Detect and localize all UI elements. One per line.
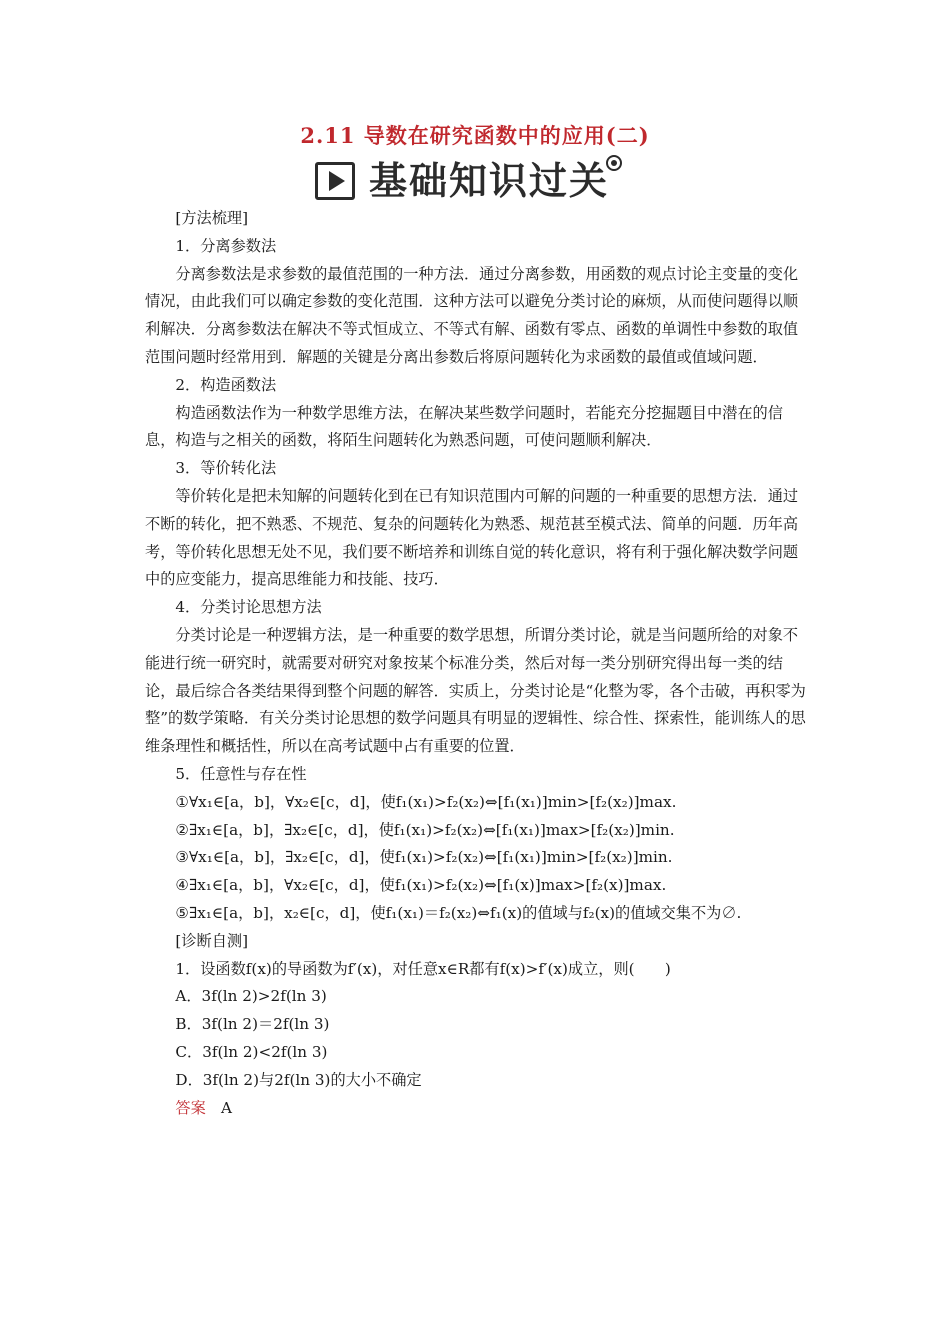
method-body-4: 分类讨论是一种逻辑方法，是一种重要的数学思想，所谓分类讨论，就是当问题所给的对象不能进行统一研究时，就需要对研究对象按某个标准分类，然后对每一类分别研究得出每一类的结论，最后综合各类结果得到整个问题的解答．实质上，分类讨论是“化整为零，各个击破，再积零为整”的数学策略．有关分类讨论思想的数学问题具有明显的逻辑性、综合性、探索性，能训练人的思维条理性和概括性，所以在高考试题中占有重要的位置． (145, 625, 806, 756)
method-heading-5: 5．任意性与存在性 (175, 764, 307, 783)
answer-line (145, 1095, 807, 1123)
method-body-3: 等价转化是把未知解的问题转化到在已有知识范围内可解的问题的一种重要的思想方法．通过不断的转化，把不熟悉、不规范、复杂的问题转化为熟悉、规范甚至模式法、简单的问题．历年高考，等价转化思想无处不见，我们要不断培养和训练自觉的转化意识，将有利于强化解决数学问题中的应变能力，提高思维能力和技能、技巧． (145, 486, 799, 589)
option-d: D．3f(ln 2)与2f(ln 3)的大小不确定 (175, 1070, 422, 1089)
target-icon (605, 154, 623, 172)
rule-5: ⑤∃x₁∈[a，b]，x₂∈[c，d]，使f₁(x₁)＝f₂(x₂)⇔f₁(x)的值域与f₂(x)的值域交集不为∅. (175, 903, 742, 922)
page-title: 2.11 导数在研究函数中的应用(二) (300, 123, 650, 148)
section-header-methods: [方法梳理] (175, 209, 248, 227)
section-banner (315, 158, 609, 204)
answer-value: A (220, 1098, 232, 1117)
option-a: A．3f(ln 2)>2f(ln 3) (175, 987, 327, 1006)
rule-2: ②∃x₁∈[a，b]，∃x₂∈[c，d]，使f₁(x₁)>f₂(x₂)⇔[f₁(x₁)]max>[f₂(x₂)]min. (175, 820, 675, 839)
banner-title: 基础知识过关 (369, 159, 610, 203)
option-b: B．3f(ln 2)＝2f(ln 3) (175, 1015, 330, 1034)
section-header-diagnosis: [诊断自测] (175, 931, 248, 950)
answer-label: 答案 (175, 1098, 206, 1117)
method-heading-3: 3．等价转化法 (175, 459, 277, 478)
main-content (145, 205, 807, 1122)
method-heading-2: 2．构造函数法 (175, 375, 277, 394)
rule-3: ③∀x₁∈[a，b]，∃x₂∈[c，d]，使f₁(x₁)>f₂(x₂)⇔[f₁(x₁)]min>[f₂(x₂)]min. (175, 848, 673, 867)
method-body-1: 分离参数法是求参数的最值范围的一种方法．通过分离参数，用函数的观点讨论主变量的变化情况，由此我们可以确定参数的变化范围．这种方法可以避免分类讨论的麻烦，从而使问题得以顺利解决．分离参数法在解决不等式恒成立、不等式有解、函数有零点、函数的单调性中参数的取值范围问题时经常用到．解题的关键是分离出参数后将原问题转化为求函数的最值或值域问题． (145, 264, 799, 366)
option-c: C．3f(ln 2)<2f(ln 3) (175, 1042, 328, 1061)
method-body-2: 构造函数法作为一种数学思维方法，在解决某些数学问题时，若能充分挖掘题目中潜在的信息，构造与之相关的函数，将陌生问题转化为熟悉问题，可使问题顺利解决． (145, 403, 783, 450)
rule-1: ①∀x₁∈[a，b]，∀x₂∈[c，d]，使f₁(x₁)>f₂(x₂)⇔[f₁(x₁)]min>[f₂(x₂)]max. (175, 792, 677, 811)
rule-4: ④∃x₁∈[a，b]，∀x₂∈[c，d]，使f₁(x₁)>f₂(x₂)⇔[f₁(x)]max>[f₂(x)]max. (175, 876, 667, 895)
question-stem: 1．设函数f(x)的导函数为f′(x)，对任意x∈R都有f(x)>f′(x)成立，则( ) (175, 959, 671, 978)
play-icon (315, 162, 355, 200)
method-heading-1: 1．分离参数法 (175, 236, 277, 255)
method-heading-4: 4．分类讨论思想方法 (175, 598, 322, 617)
